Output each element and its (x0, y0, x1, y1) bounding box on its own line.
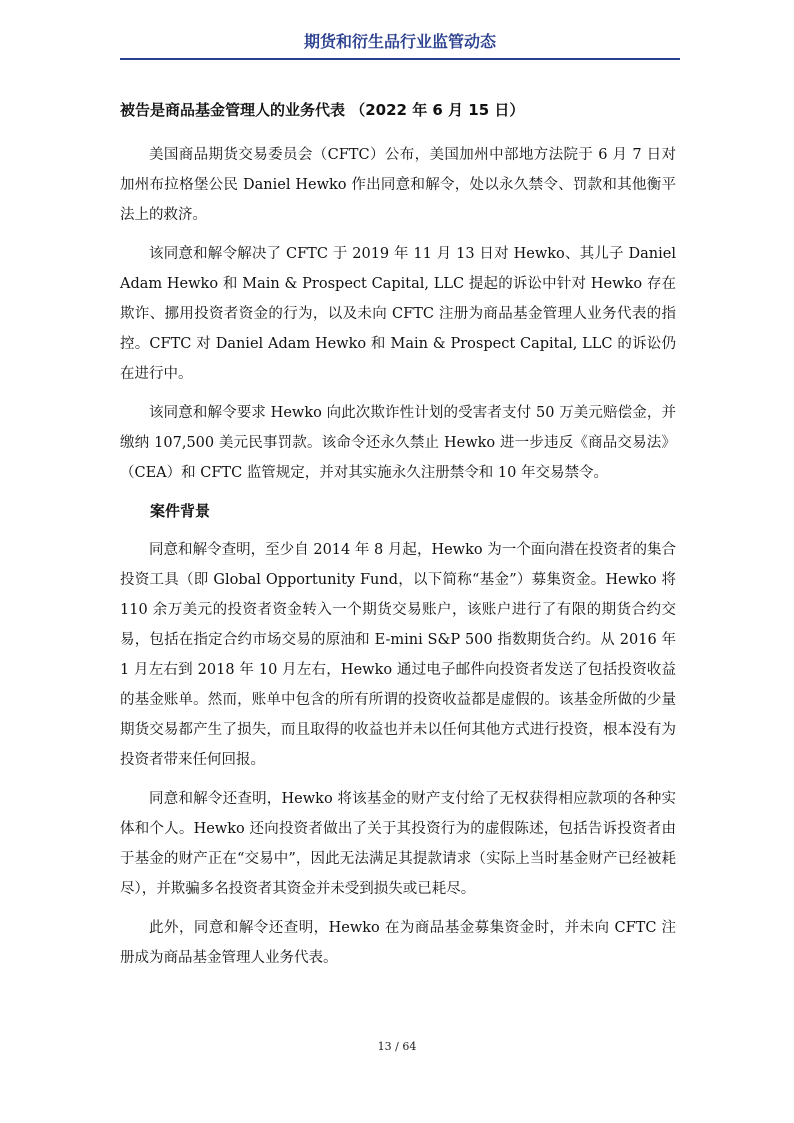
header-title: 期货和衍生品行业监管动态 (303, 32, 496, 51)
page-header (120, 30, 680, 54)
header-divider (120, 58, 680, 60)
page-number: 13 / 64 (377, 1040, 417, 1053)
section-heading: 案件背景 (150, 502, 211, 520)
article-title: 被告是商品基金管理人的业务代表 （2022 年 6 月 15 日） (120, 101, 525, 119)
paragraph: 同意和解令查明，至少自 2014 年 8 月起，Hewko 为一个面向潜在投资者的集合投资工具（即 Global Opportunity Fund，以下简称“基金”）募集资金。Hewko 将 110 余万美元的投资者资金转入一个期货交易账户，该账户进行了有限的期货合约交易，包括在指定合约市场交易的原油和 E-mini S&P 500 指数期货合约。从 2016 年 1 月左右到 2018 年 10 月左右，Hewko 通过电子邮件向投资者发送了包括投资收益的基金账单。然而，账单中包含的所有所谓的投资收益都是虚假的。该基金所做的少量期货交易都产生了损失，而且取得的收益也并未以任何其他方式进行投资，根本没有为投资者带来任何回报。 (120, 542, 676, 768)
paragraph: 该同意和解令解决了 CFTC 于 2019 年 11 月 13 日对 Hewko、其儿子 Daniel Adam Hewko 和 Main & Prospect Capital, LLC 提起的诉讼中针对 Hewko 存在欺诈、挪用投资者资金的行为，以及未向 CFTC 注册为商品基金管理人业务代表的指控。CFTC 对 Daniel Adam Hewko 和 Main & Prospect Capital, LLC 的诉讼仍在进行中。 (120, 246, 676, 382)
paragraph: 该同意和解令要求 Hewko 向此次欺诈性计划的受害者支付 50 万美元赔偿金，并缴纳 107,500 美元民事罚款。该命令还永久禁止 Hewko 进一步违反《商品交易法》（CEA）和 CFTC 监管规定，并对其实施永久注册禁令和 10 年交易禁令。 (120, 405, 676, 481)
paragraph: 美国商品期货交易委员会（CFTC）公布，美国加州中部地方法院于 6 月 7 日对加州布拉格堡公民 Daniel Hewko 作出同意和解令，处以永久禁令、罚款和其他衡平法上的救济。 (120, 147, 676, 223)
paragraph: 同意和解令还查明，Hewko 将该基金的财产支付给了无权获得相应款项的各种实体和个人。Hewko 还向投资者做出了关于其投资行为的虚假陈述，包括告诉投资者由于基金的财产正在“交易中”，因此无法满足其提款请求（实际上当时基金财产已经被耗尽），并欺骗多名投资者其资金并未受到损失或已耗尽。 (120, 791, 676, 897)
paragraph: 此外，同意和解令还查明，Hewko 在为商品基金募集资金时，并未向 CFTC 注册成为商品基金管理人业务代表。 (120, 920, 676, 966)
article-body (120, 96, 676, 982)
